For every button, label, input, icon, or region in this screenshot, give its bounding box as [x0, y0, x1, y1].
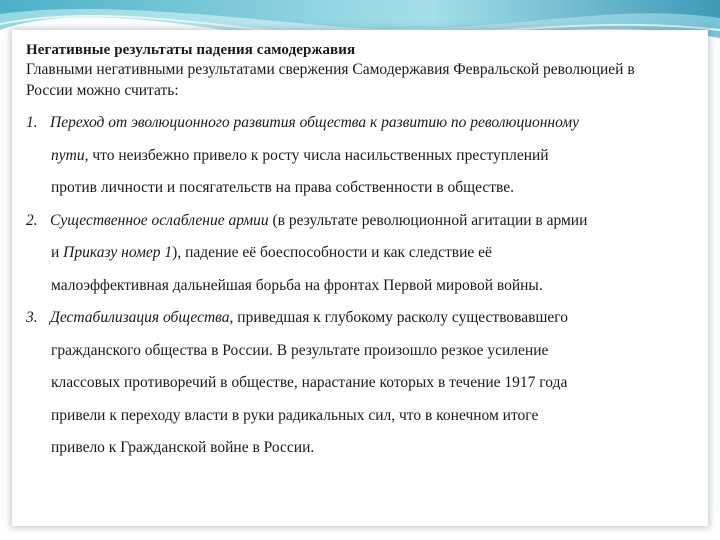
list-item-line	[51, 367, 716, 400]
text-segment: ), падение её боеспособности и как следствие её	[172, 244, 492, 261]
consequences-list	[26, 107, 716, 465]
list-item-line	[50, 302, 716, 335]
emphasized-text: Существенное ослабление армии	[50, 211, 269, 229]
list-item	[26, 107, 716, 205]
list-item-line	[51, 172, 716, 205]
emphasized-text: пути	[51, 146, 85, 164]
text-segment: (в результате революционной агитации в армии	[268, 211, 588, 229]
list-item-number: 2.	[26, 211, 38, 229]
list-item-line	[51, 400, 716, 433]
emphasized-text: Переход от эволюционного развития общества к развитию по революционному	[50, 114, 580, 131]
text-segment: гражданского общества в России. В результате произошло резкое усиление	[51, 341, 549, 359]
list-item-line	[50, 107, 716, 140]
text-segment: , что неизбежно привело к росту числа насильственных преступлений	[84, 146, 549, 164]
list-item-number: 3.	[26, 309, 38, 326]
intro-text: Главными негативными результатами свержения Самодержавия Февральской революцией в России можно считать:	[26, 61, 635, 99]
list-item	[26, 205, 716, 303]
text-segment: классовых противоречий в обществе, нарастание которых в течение 1917 года	[51, 374, 568, 391]
list-item-line	[51, 237, 716, 270]
text-segment: против личности и посягательств на права собственности в обществе.	[51, 179, 515, 196]
text-segment: привело к Гражданской войне в России.	[51, 439, 315, 456]
list-item-line	[51, 140, 716, 173]
list-item-number: 1.	[26, 114, 38, 131]
emphasized-text: Приказу номер 1	[63, 244, 173, 261]
slide-content	[26, 41, 716, 465]
list-item-line	[51, 335, 716, 368]
text-segment: привели к переходу власти в руки радикальных сил, что в конечном итоге	[51, 406, 539, 424]
text-segment: малоэффективная дальнейшая борьба на фронтах Первой мировой войны.	[51, 276, 543, 294]
list-item-line	[50, 205, 716, 238]
list-item-line	[51, 432, 716, 465]
list-item-line	[51, 270, 716, 303]
text-segment: и	[51, 244, 64, 261]
slide-title: Негативные результаты падения самодержавия	[26, 42, 356, 58]
text-segment: , приведшая к глубокому расколу существовавшего	[229, 309, 569, 326]
emphasized-text: Дестабилизация общества	[50, 309, 230, 326]
list-item	[26, 302, 716, 465]
